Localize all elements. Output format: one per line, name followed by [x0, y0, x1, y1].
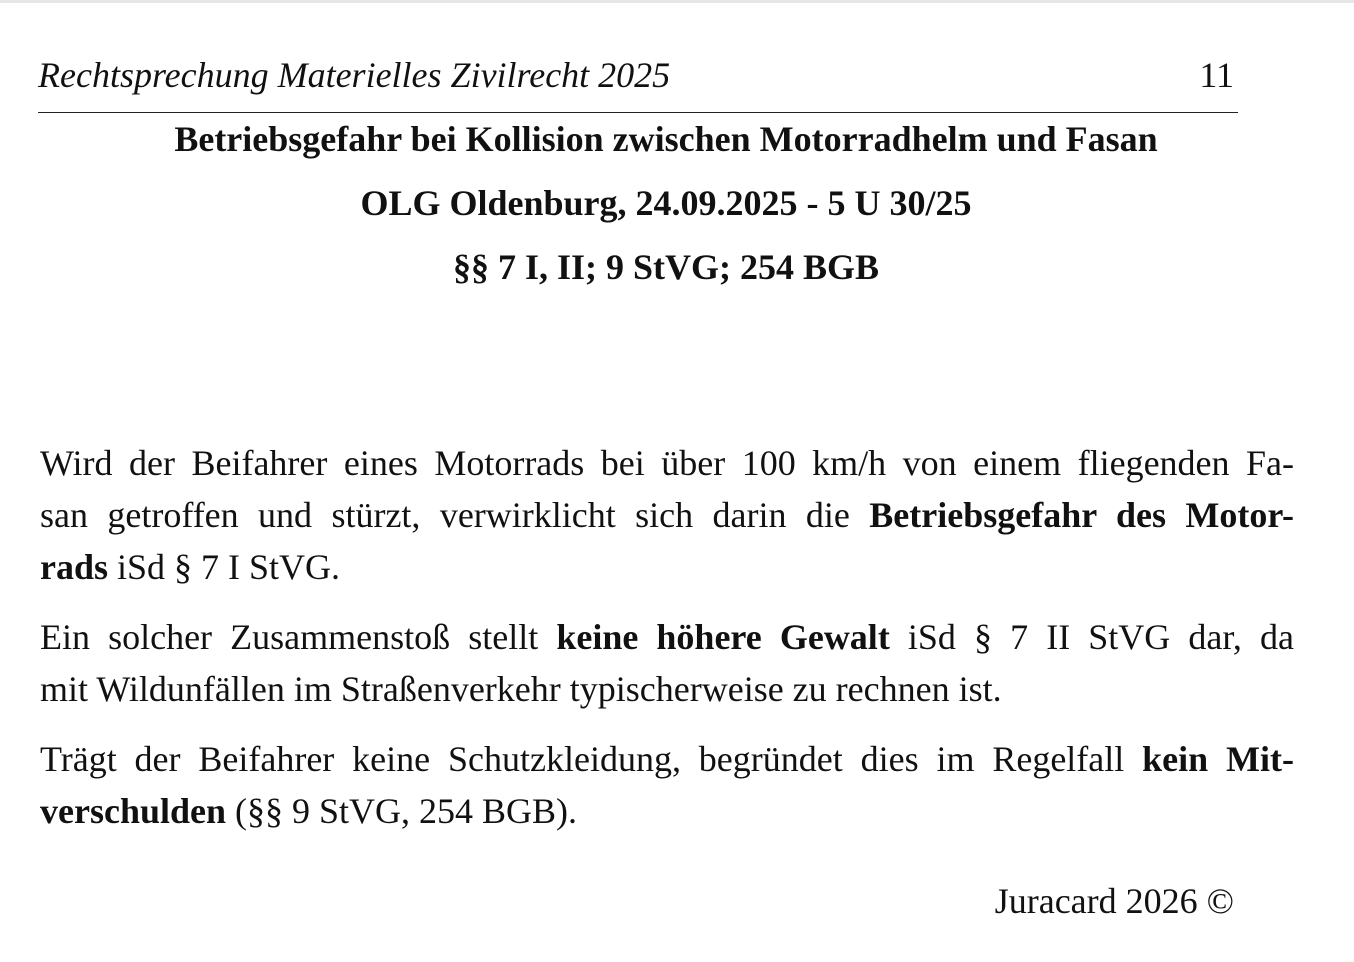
paragraph-3: [40, 733, 1294, 837]
text-segment: Trägt der Beifahrer keine Schutzkleidung, begründet dies im Regelfall: [40, 739, 1143, 779]
text-segment: Wird der Beifahrer eines Motorrads bei über 100 km/h von einem fliegenden Fa-: [40, 443, 1294, 483]
paragraph-2: [40, 611, 1294, 715]
decision-title: Betriebsgefahr bei Kollision zwischen Motorradhelm und Fasan: [174, 119, 1158, 159]
paragraph-1: [40, 437, 1294, 593]
emphasis-contributory-negligence-end: verschulden: [40, 791, 227, 831]
guiding-principles: [40, 437, 1294, 837]
copyright-notice: Juracard 2026 ©: [994, 881, 1234, 921]
headline-block: [38, 116, 1294, 308]
paragraph-line: [40, 611, 1294, 663]
text-segment: (§§ 9 StVG, 254 BGB).: [226, 791, 578, 831]
paragraph-line: [40, 733, 1294, 785]
emphasis-force-majeure: keine höhere Gewalt: [556, 617, 890, 657]
paragraph-line: [40, 489, 1294, 541]
text-segment: iSd § 7 II StVG dar, da: [889, 617, 1295, 657]
page-top-border: [0, 0, 1354, 3]
text-segment: Ein solcher Zusammenstoß stellt: [40, 617, 557, 657]
paragraph-line: [40, 541, 1294, 593]
text-segment: iSd § 7 I StVG.: [108, 547, 341, 587]
page-number: 11: [1199, 55, 1234, 95]
emphasis-operating-risk-end: rads: [40, 547, 109, 587]
text-segment: mit Wildunfällen im Straßenverkehr typischerweise zu rechnen ist.: [40, 669, 1002, 709]
paragraph-line: [40, 437, 1294, 489]
header-title: Rechtsprechung Materielles Zivilrecht 2025: [38, 55, 671, 95]
paragraph-line: [40, 663, 1294, 715]
running-header: [38, 52, 1238, 113]
paragraph-line: [40, 785, 1294, 837]
emphasis-operating-risk: Betriebsgefahr des Motor-: [869, 495, 1294, 535]
norm-citation: §§ 7 I, II; 9 StVG; 254 BGB: [452, 247, 880, 287]
court-reference: OLG Oldenburg, 24.09.2025 - 5 U 30/25: [360, 183, 972, 223]
emphasis-contributory-negligence: kein Mit-: [1142, 739, 1294, 779]
text-segment: san getroffen und stürzt, verwirklicht sich darin die: [40, 495, 870, 535]
